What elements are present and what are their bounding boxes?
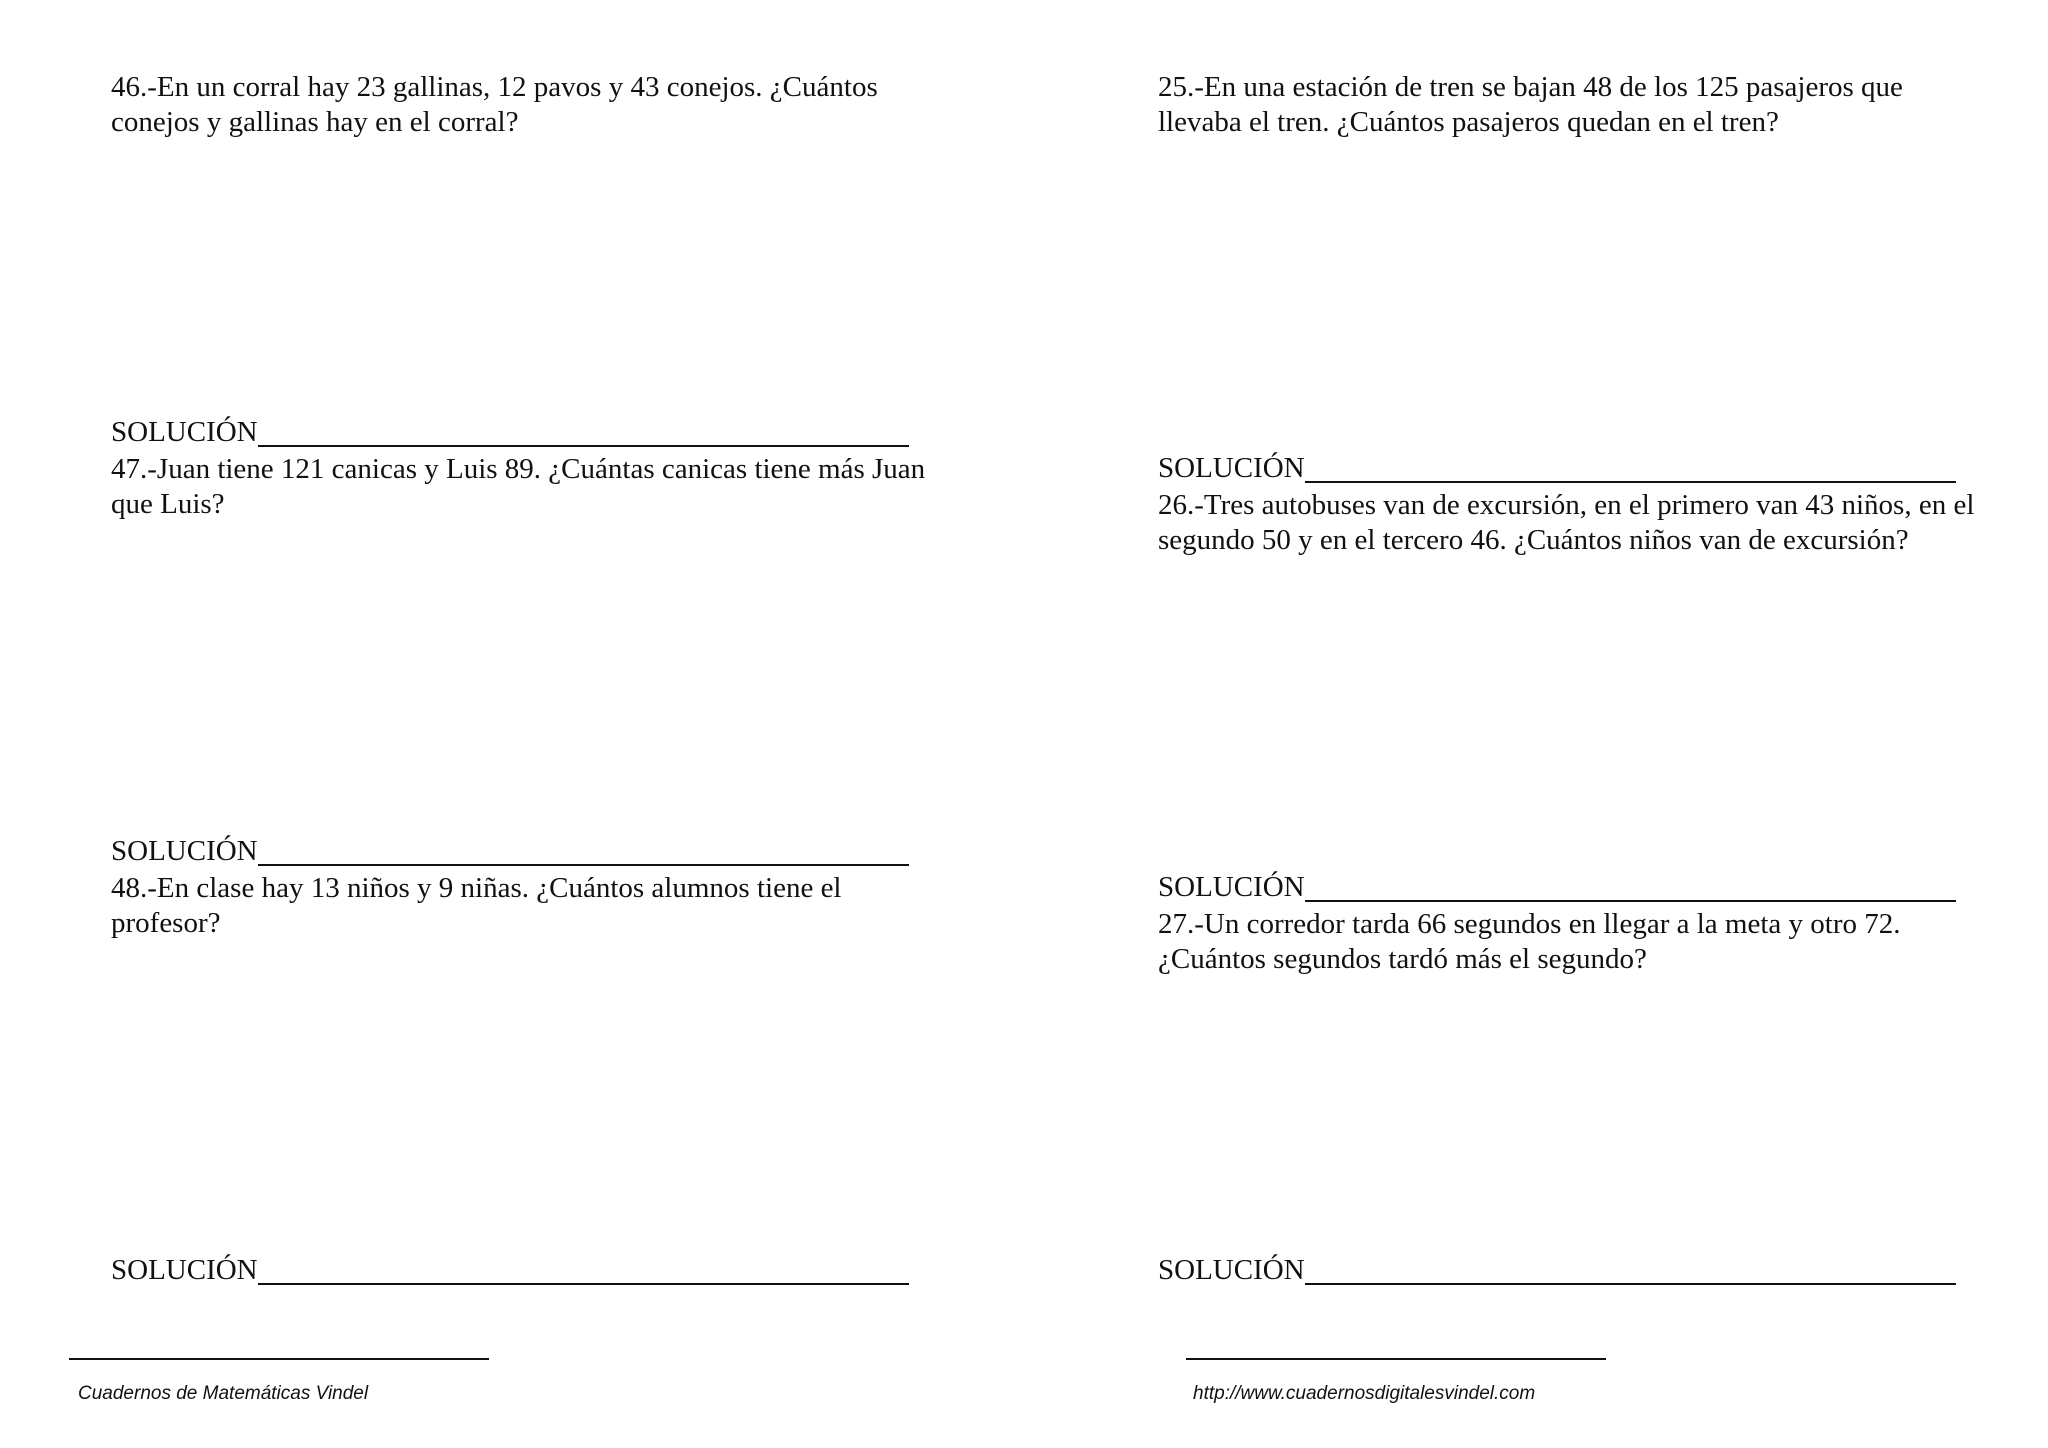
answer-blank-46[interactable] xyxy=(258,444,909,447)
answer-blank-48[interactable] xyxy=(258,1282,909,1285)
problem-46-solution xyxy=(111,415,909,450)
problem-48-solution xyxy=(111,1253,909,1288)
problem-46-text: 46.-En un corral hay 23 gallinas, 12 pavos y 43 conejos. ¿Cuántos conejos y gallinas hay en el corral? xyxy=(111,71,878,138)
problem-25-text: 25.-En una estación de tren se bajan 48 de los 125 pasajeros que llevaba el tren. ¿Cuántos pasajeros quedan en el tren? xyxy=(1158,71,1903,138)
problem-25-solution xyxy=(1158,451,1956,486)
solution-label: SOLUCIÓN xyxy=(1158,871,1305,903)
solution-label: SOLUCIÓN xyxy=(1158,1254,1305,1286)
solution-label: SOLUCIÓN xyxy=(1158,452,1305,484)
left-column xyxy=(111,0,931,1448)
problem-47-text: 47.-Juan tiene 121 canicas y Luis 89. ¿Cuántas canicas tiene más Juan que Luis? xyxy=(111,453,926,520)
answer-blank-26[interactable] xyxy=(1305,899,1956,902)
answer-blank-25[interactable] xyxy=(1305,480,1956,483)
footer-right-rule xyxy=(1186,1358,1606,1360)
problem-27-text: 27.-Un corredor tarda 66 segundos en llegar a la meta y otro 72. ¿Cuántos segundos tardó más el segundo? xyxy=(1158,908,1901,975)
solution-label: SOLUCIÓN xyxy=(111,416,258,448)
answer-blank-47[interactable] xyxy=(258,863,909,866)
problem-27-solution xyxy=(1158,1253,1956,1288)
problem-26-text: 26.-Tres autobuses van de excursión, en el primero van 43 niños, en el segundo 50 y en el tercero 46. ¿Cuántos niños van de excursión? xyxy=(1158,489,1975,556)
answer-blank-27[interactable] xyxy=(1305,1282,1956,1285)
solution-label: SOLUCIÓN xyxy=(111,835,258,867)
footer-left-text: Cuadernos de Matemáticas Vindel xyxy=(78,1383,369,1404)
solution-label: SOLUCIÓN xyxy=(111,1254,258,1286)
problem-26-solution xyxy=(1158,870,1956,905)
problem-48-text: 48.-En clase hay 13 niños y 9 niñas. ¿Cuántos alumnos tiene el profesor? xyxy=(111,872,842,939)
footer-right-url[interactable]: http://www.cuadernosdigitalesvindel.com xyxy=(1193,1383,1536,1404)
footer-left-rule xyxy=(69,1358,489,1360)
right-column xyxy=(1158,0,1978,1448)
problem-47-solution xyxy=(111,834,909,869)
